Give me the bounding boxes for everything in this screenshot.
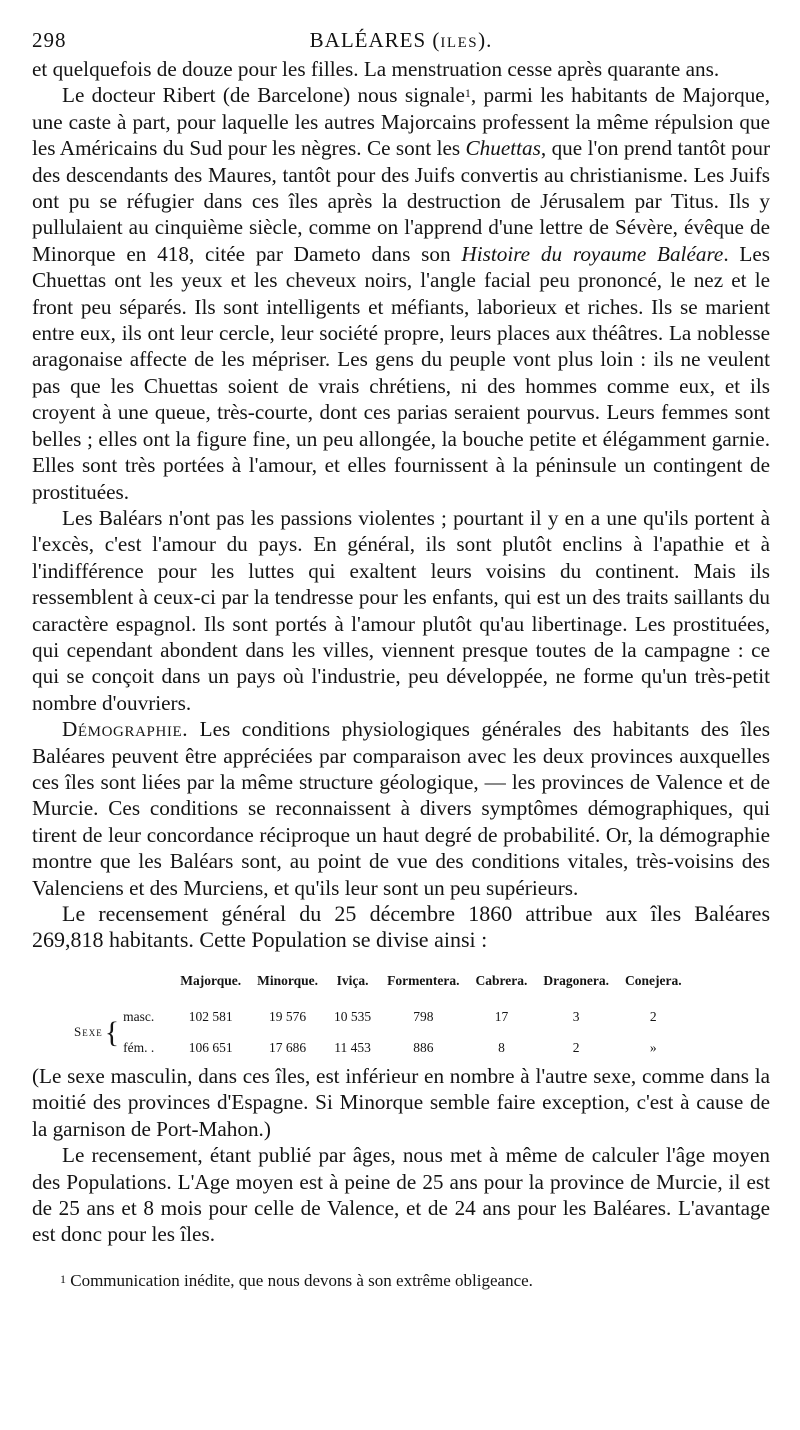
census-header-spacer (66, 968, 172, 1002)
table-cell: 17 686 (269, 1039, 307, 1055)
column-header: Majorque. (180, 972, 242, 988)
paragraph-sexe: (Le sexe masculin, dans ces îles, est inférieur en nombre à l'autre sexe, comme dans la moitié des provinces d'Espagne. Si Minorque semble faire exception, c'est à cause de la garnison de Port-Mahon.) (32, 1064, 770, 1141)
footnote-text: Communication inédite, que nous devons à son extrême obligeance. (70, 1270, 533, 1290)
running-header (32, 22, 770, 52)
table-cell: » (649, 1039, 657, 1055)
paragraph-1: et quelquefois de douze pour les filles. La menstruation cesse après quarante ans. (32, 57, 720, 81)
row-label: fém. . (123, 1039, 155, 1055)
running-title-smallcaps: ILES (440, 35, 479, 51)
section-heading-demographie: Démographie. (62, 717, 189, 742)
paragraph-chuettas-part-a: Le docteur Ribert (de Barcelone) nous signale (62, 83, 465, 108)
paragraph-recensement: Le recensement général du 25 décembre 1860 attribue aux îles Baléares 269,818 habitants. Cette Population se divise ainsi : (32, 901, 770, 953)
running-title (32, 28, 770, 53)
table-cell: 11 453 (334, 1039, 371, 1055)
table-cell: 2 (649, 1009, 657, 1025)
paragraph-chuettas-part-c: , que l'on prend tantôt pour des descendants des Maures, tantôt pour des Juifs convertis au christianisme. Les Juifs ont pu se réfugier dans ces îles après la destruction de Jérusalem par Titus. Ils y pullulaient au cinquième siècle, comme on l'apprend d'une lettre de Sévère, évêque de Minorque en 418, citée par Dameto dans son (32, 136, 770, 266)
column-header: Conejera. (624, 972, 682, 988)
row-label: masc. (123, 1009, 155, 1025)
table-cell: 8 (498, 1039, 505, 1055)
table-cell: 798 (413, 1009, 434, 1025)
column-header: Minorque. (257, 972, 319, 988)
table-cell: 3 (572, 1009, 580, 1025)
table-cell: 10 535 (334, 1009, 372, 1025)
paragraph-chuettas-part-d: . Les Chuettas ont les yeux et les cheveux noirs, l'angle facial peu prononcé, le nez et le front peu séparés. Ils sont intelligents et méfiants, laborieux et riches. Ils se marient entre eux, ils ont leur cercle, leur société propre, leurs places aux théâtres. La noblesse aragonaise affecte de les mépriser. Les gens du peuple vont plus loin : ils ne veulent pas que les Chuettas soient de vrais chrétiens, ni des hommes comme eux, et ils croyent à une queue, très-courte, dont ces parias seraient pourvus. Leurs femmes sont belles ; elles ont la figure fine, un peu allongée, la bouche petite et élégamment garnie. Elles sont très portées à l'amour, et elles fournissent à la péninsule un contingent de prostituées. (32, 241, 771, 504)
census-table (66, 968, 690, 1063)
italic-chuettas: Chuettas (465, 136, 541, 161)
paragraph-chuettas-part-b: , parmi les habitants de Majorque, une caste à part, pour laquelle les autres Majorcains professent la même répulsion que les Américains du Sud pour les nègres. Ce sont les (32, 83, 770, 161)
footnote (32, 1270, 770, 1292)
column-header: Dragonera. (543, 972, 609, 988)
paragraph-age-moyen: Le recensement, étant publié par âges, nous met à même de calculer l'âge moyen des Populations. L'Age moyen est à peine de 25 ans pour la province de Murcie, il est de 25 ans et 8 mois pour celle de Valence, et de 24 ans pour les Baléares. L'avantage est donc pour les îles. (32, 1143, 770, 1247)
paragraph-passions: Les Baléars n'ont pas les passions violentes ; pourtant il y en a une qu'ils portent à l'excès, c'est l'amour du pays. En général, ils sont plutôt enclins à l'apathie et à l'indifférence pour les luttes qui exaltent leurs voisins du continent. Mais ils ressemblent à ceux-ci par la tendresse pour les enfants, qui est un des traits saillants du caractère espagnol. Ils sont portés à l'amour plutôt qu'au libertinage. Les prostituées, qui cependant abondent dans les villes, viennent presque toutes de la campagne : ce qui se conçoit dans un pays où l'industrie, peu développée, ne forme qu'un très-petit nombre d'ouvriers. (32, 505, 770, 715)
italic-book-title: Histoire du royaume Baléare (461, 241, 724, 266)
running-title-main: BALÉARES ( (309, 28, 441, 52)
table-row (66, 1002, 690, 1032)
table-cell: 102 581 (188, 1009, 233, 1025)
table-cell: 106 651 (188, 1039, 233, 1055)
footnote-marker: 1 (60, 1271, 66, 1286)
column-header: Formentera. (387, 972, 460, 988)
paragraph-chuettas (32, 82, 770, 505)
column-header: Cabrera. (475, 972, 528, 988)
table-row (66, 1033, 690, 1063)
census-header-row (66, 968, 690, 1002)
column-header: Iviça. (336, 972, 369, 988)
footnote-ref: 1 (464, 86, 471, 101)
table-cell: 17 (494, 1009, 509, 1025)
running-title-close: ). (478, 28, 493, 52)
page-number: 298 (32, 28, 67, 52)
table-cell: 19 576 (269, 1009, 307, 1025)
paragraph-demographie (32, 716, 770, 901)
paragraph-demographie-text: Les conditions physiologiques générales des habitants des îles Baléares peuvent être appréciées par comparaison avec les deux provinces auxquelles ces îles sont liées par la même structure géologique, — les provinces de Valence et de Murcie. Ces conditions se reconnaissent à divers symptômes démographiques, qui tirent de leur concordance réciproque un haut degré de probabilité. Or, la démographie montre que les Baléars sont, au point de vue des conditions vitales, très-voisins des Valenciens et des Murciens, et qu'ils leur sont un peu supérieurs. (32, 717, 770, 900)
row-group-label: Sexe (74, 1024, 103, 1040)
table-cell: 2 (572, 1039, 580, 1055)
table-cell: 886 (413, 1039, 434, 1055)
brace-glyph: { (104, 1015, 120, 1049)
body-text (32, 56, 770, 1248)
